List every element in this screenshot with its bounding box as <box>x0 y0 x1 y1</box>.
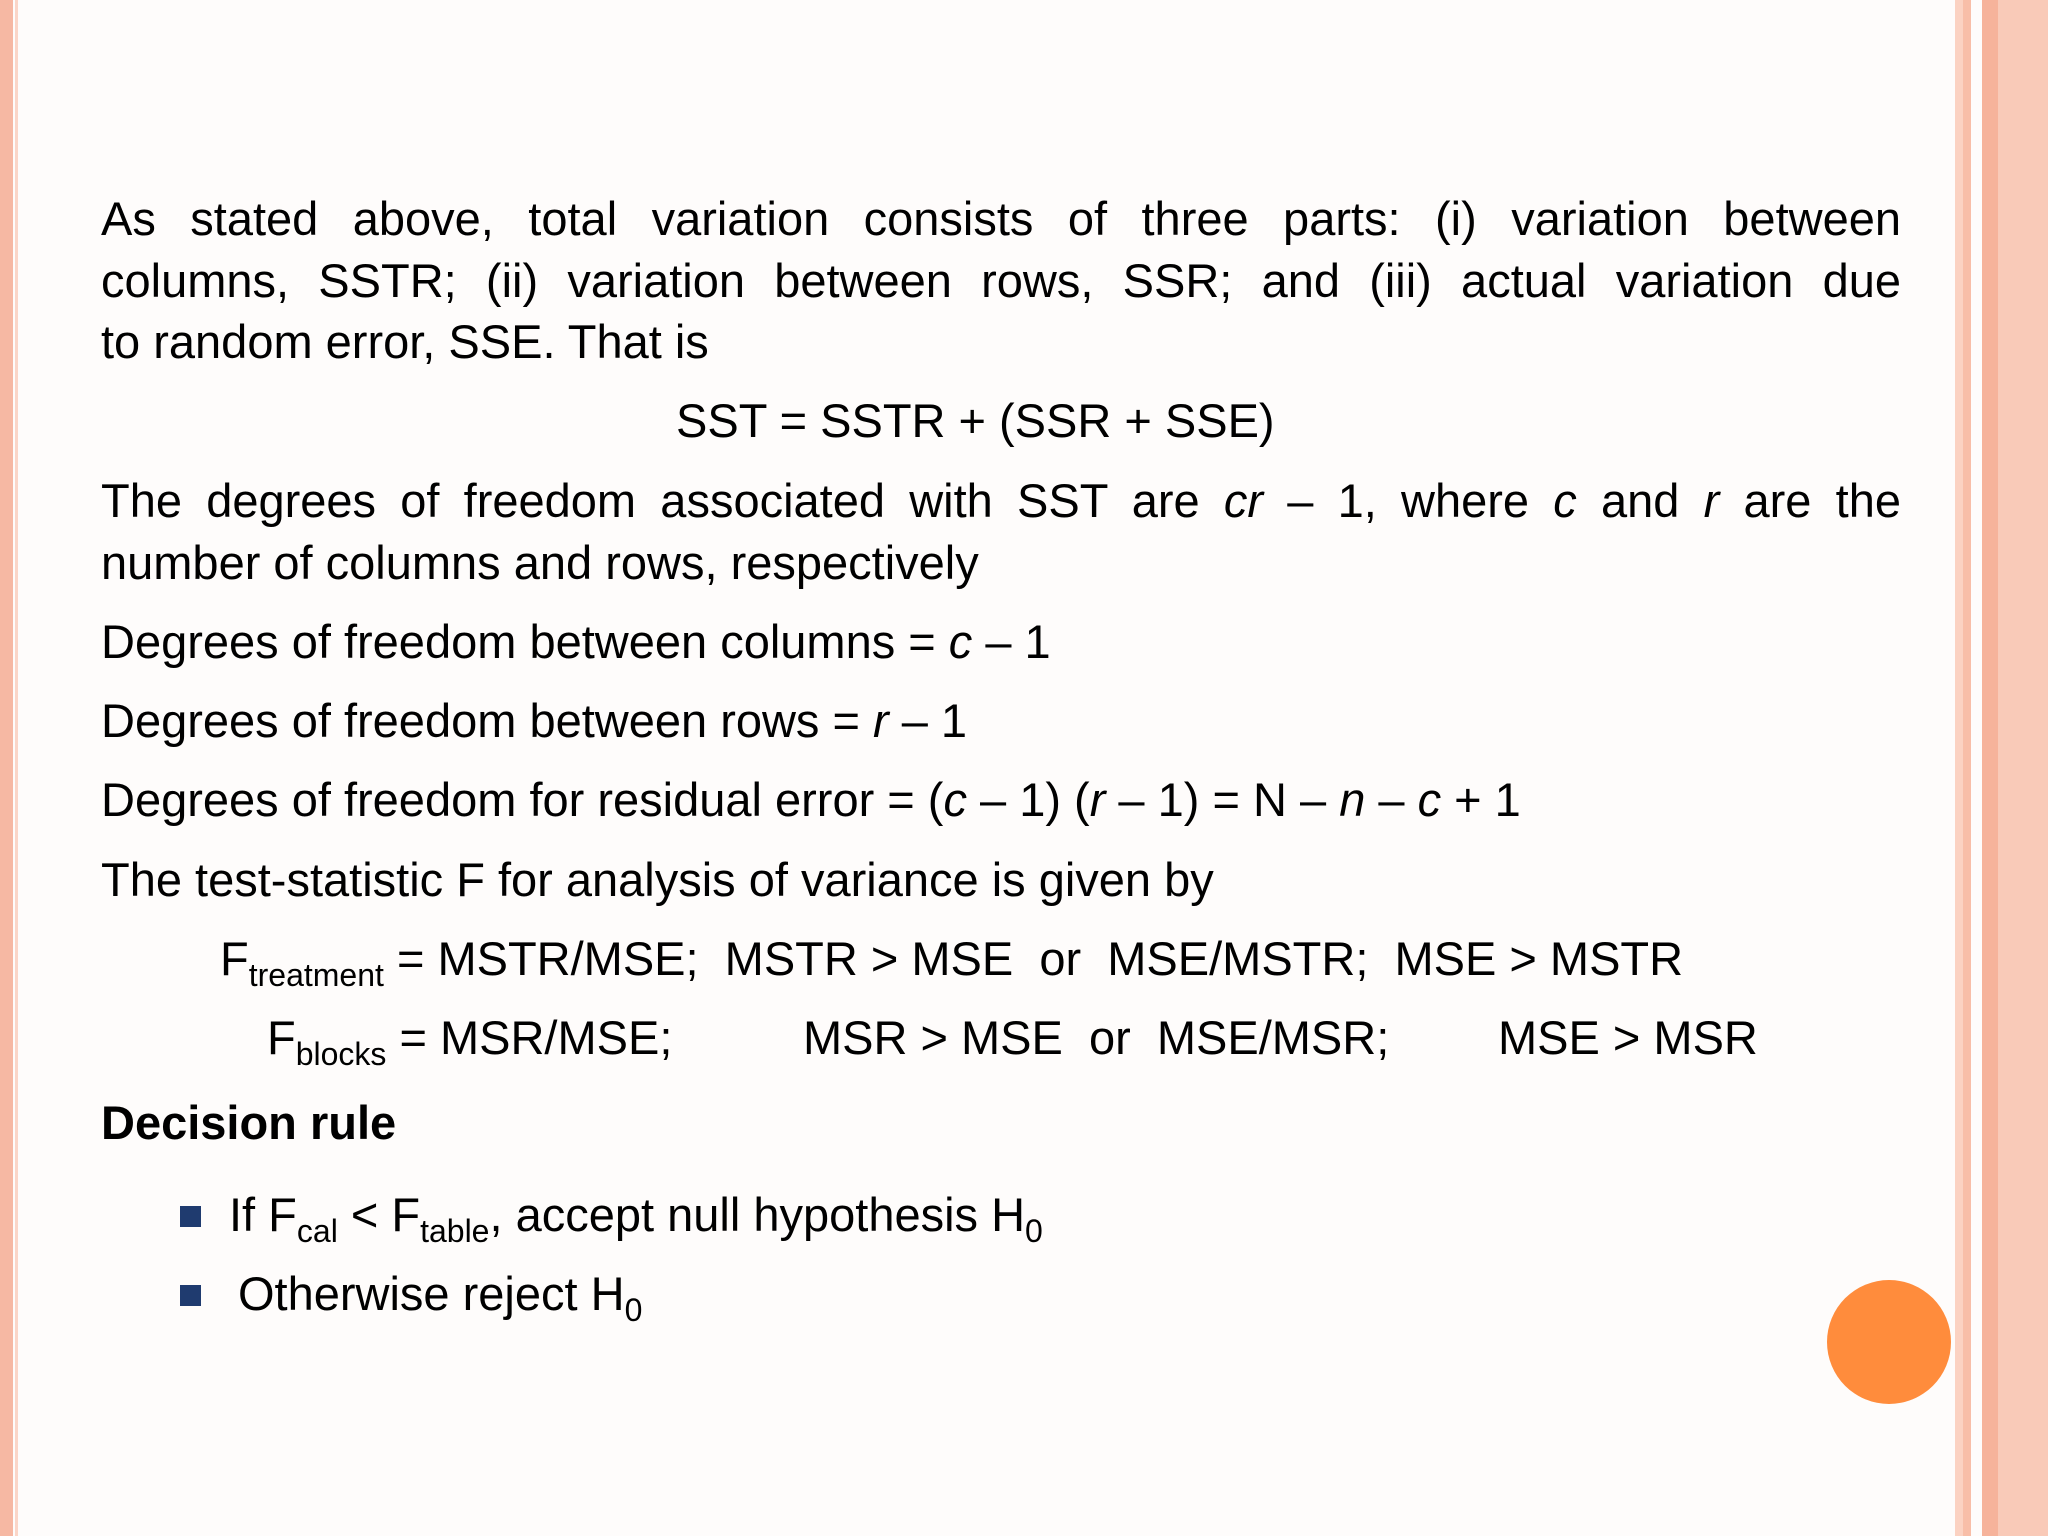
decision-bullet-2 <box>238 1263 642 1341</box>
bullet2-text-a: Otherwise reject H <box>238 1267 625 1320</box>
df-residual-c: – 1) = N – <box>1105 773 1340 826</box>
df-rows <box>101 690 967 751</box>
bullet-square-icon <box>180 1206 201 1227</box>
f-treatment-symbol: F <box>220 932 249 985</box>
bullet1-text-b: < F <box>337 1188 421 1241</box>
para1-line3: to random error, SSE. That is <box>101 315 709 368</box>
para1-line2: columns, SSTR; (ii) variation between rows, SSR; and (iii) actual variation due <box>101 254 1901 307</box>
decision-bullet-1 <box>229 1184 1043 1262</box>
df-residual-c1: c <box>943 773 967 826</box>
equation-sst: SST = SSTR + (SSR + SSE) <box>676 394 1275 447</box>
df-residual-r1: r <box>1089 773 1106 826</box>
bullet1-text-a: If F <box>229 1188 297 1241</box>
bullet1-sub-zero: 0 <box>1025 1213 1043 1249</box>
test-stat-intro: The test-statistic F for analysis of variance is given by <box>101 853 1214 906</box>
right-border-stripe-3 <box>1982 0 1998 1536</box>
df-columns-var: c <box>948 615 973 668</box>
para2-text-e: are the <box>1719 474 1901 527</box>
right-border-stripe-2 <box>1963 0 1971 1536</box>
f-blocks-expression-1: = MSR/MSE; <box>386 1011 673 1064</box>
df-residual-n: n <box>1339 773 1366 826</box>
para2-var-c: c <box>1553 474 1577 527</box>
f-treatment-subscript: treatment <box>248 957 384 993</box>
f-blocks-equation <box>267 1007 672 1085</box>
df-residual-b: – 1) ( <box>966 773 1090 826</box>
bullet-square-icon <box>180 1285 201 1306</box>
right-border-stripe-1 <box>1955 0 1963 1536</box>
para2-var-cr: cr <box>1223 474 1264 527</box>
bullet1-sub-table: table <box>420 1213 490 1249</box>
left-border-inner-stripe <box>15 0 18 1536</box>
df-columns-label: Degrees of freedom between columns = <box>101 615 949 668</box>
para2-line2: number of columns and rows, respectively <box>101 536 979 589</box>
df-residual <box>101 769 1521 830</box>
bullet2-sub-zero: 0 <box>624 1292 643 1328</box>
f-blocks-expression-3: MSE > MSR <box>1498 1011 1758 1064</box>
df-rows-var: r <box>873 694 889 747</box>
df-residual-a: Degrees of freedom for residual error = ( <box>101 773 944 826</box>
para2-line1 <box>101 470 1901 531</box>
df-residual-d: – <box>1365 773 1418 826</box>
para2-var-r: r <box>1703 474 1720 527</box>
bullet1-text-c: , accept null hypothesis H <box>489 1188 1026 1241</box>
f-blocks-symbol: F <box>267 1011 296 1064</box>
df-columns <box>101 611 1051 672</box>
left-border-stripe <box>0 0 13 1536</box>
f-blocks-subscript: blocks <box>295 1036 387 1072</box>
para2-text-b: – 1, where <box>1263 474 1554 527</box>
para2-text-a: The degrees of freedom associated with SST are <box>101 474 1224 527</box>
para2-text-d: and <box>1576 474 1704 527</box>
df-residual-e: + 1 <box>1441 773 1521 826</box>
bullet1-sub-cal: cal <box>296 1213 338 1249</box>
f-treatment-expression: = MSTR/MSE; MSTR > MSE or MSE/MSTR; MSE > MSTR <box>383 932 1684 985</box>
df-rows-label: Degrees of freedom between rows = <box>101 694 873 747</box>
df-columns-rest: – 1 <box>972 615 1051 668</box>
f-treatment-equation <box>220 928 1683 1006</box>
right-border-stripe-4 <box>1998 0 2048 1536</box>
f-blocks-expression-2: MSR > MSE or MSE/MSR; <box>803 1011 1390 1064</box>
para1-line1: As stated above, total variation consists of three parts: (i) variation between <box>101 192 1901 245</box>
decision-rule-heading: Decision rule <box>101 1096 397 1149</box>
df-rows-rest: – 1 <box>888 694 968 747</box>
orange-circle-decoration <box>1827 1280 1951 1404</box>
df-residual-c2: c <box>1417 773 1442 826</box>
